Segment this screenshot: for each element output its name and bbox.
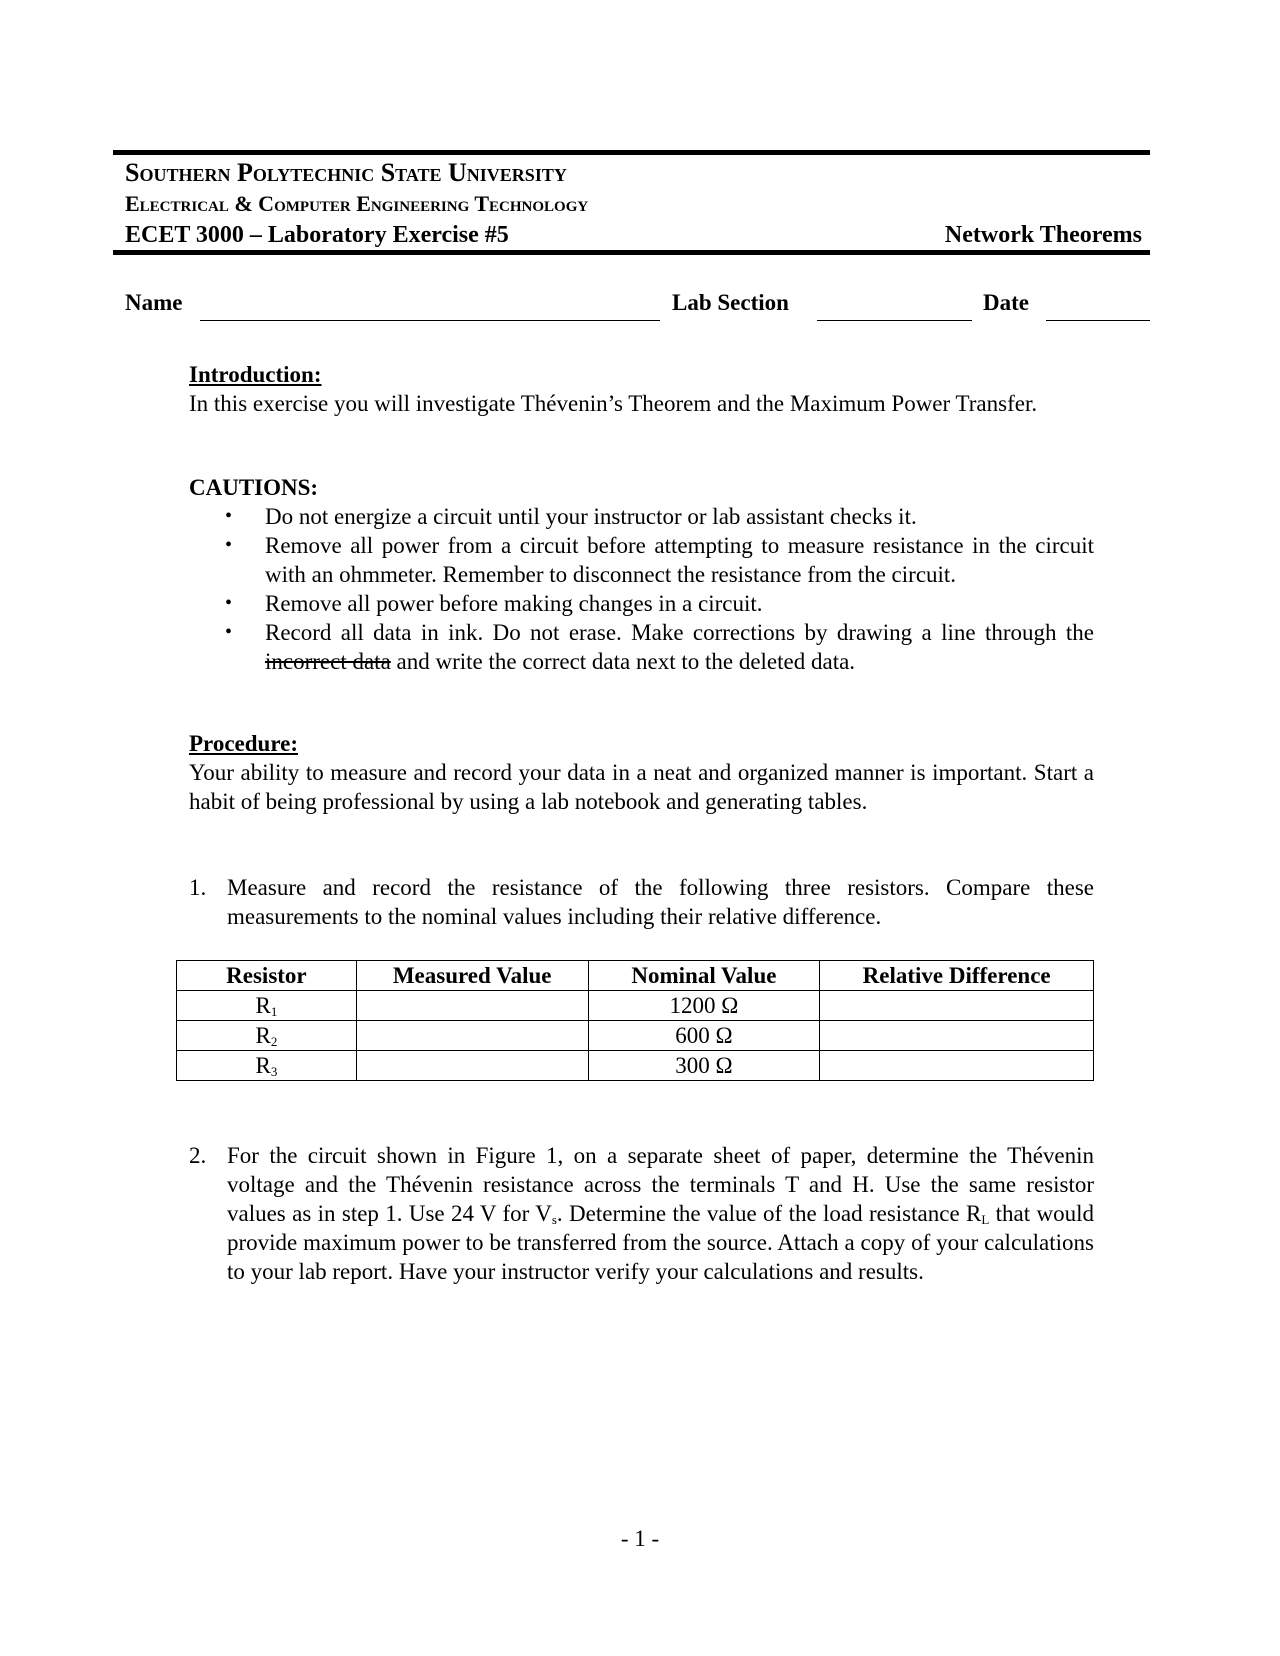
resistor-subscript: 2 (270, 1033, 278, 1049)
resistor-letter: R (255, 1052, 271, 1078)
difference-cell[interactable] (820, 1051, 1094, 1081)
resistor-table (176, 960, 1094, 1081)
header-nominal: Nominal Value (588, 961, 820, 991)
lab-section-field-line[interactable] (817, 320, 972, 321)
caution-text: Do not energize a circuit until your instructor or lab assistant checks it. (265, 504, 917, 529)
resistor-letter: R (255, 992, 271, 1018)
caution-item (189, 502, 1094, 531)
resistor-cell (177, 991, 357, 1021)
header-difference: Relative Difference (820, 961, 1094, 991)
resistor-cell (177, 1051, 357, 1081)
difference-cell[interactable] (820, 991, 1094, 1021)
nominal-cell: 1200 Ω (588, 991, 820, 1021)
struck-text: incorrect data (265, 649, 391, 674)
step-number: 1. (189, 875, 207, 900)
page-number: - 1 - (620, 1526, 660, 1551)
introduction-section (189, 360, 1094, 418)
bullet-icon: • (225, 505, 233, 527)
step-number: 2. (189, 1143, 207, 1168)
bullet-icon: • (225, 621, 233, 643)
resistor-letter: R (255, 1022, 271, 1048)
table-row (177, 991, 1094, 1021)
nominal-cell: 300 Ω (588, 1051, 820, 1081)
header-top-rule (113, 150, 1150, 155)
caution-text-after: and write the correct data next to the deleted data. (390, 649, 856, 674)
caution-item (189, 531, 1094, 589)
step-text-part2: . Determine the value of the load resistance R (556, 1201, 982, 1226)
lab-topic: Network Theorems (944, 222, 1142, 248)
cautions-heading: CAUTIONS: (189, 475, 319, 500)
caution-text: Remove all power before making changes in a circuit. (265, 591, 763, 616)
step-2 (189, 1141, 1094, 1286)
measured-cell[interactable] (356, 991, 588, 1021)
resistor-subscript: 1 (270, 1003, 278, 1019)
date-label: Date (983, 290, 1029, 315)
procedure-heading: Procedure: (189, 731, 299, 756)
measured-cell[interactable] (356, 1021, 588, 1051)
caution-item (189, 589, 1094, 618)
nominal-cell: 600 Ω (588, 1021, 820, 1051)
caution-item (189, 618, 1094, 676)
procedure-text: Your ability to measure and record your data in a neat and organized manner is important. Start a habit of being professional by using a lab notebook and generating tables. (189, 760, 1094, 814)
introduction-text: In this exercise you will investigate Thévenin’s Theorem and the Maximum Power Transfer. (189, 391, 1038, 416)
date-field-line[interactable] (1046, 320, 1150, 321)
caution-text: Remove all power from a circuit before attempting to measure resistance in the circuit with an ohmmeter. Remember to disconnect the resistance from the circuit. (265, 533, 1094, 587)
step-1 (189, 873, 1094, 931)
measured-cell[interactable] (356, 1051, 588, 1081)
header-bottom-rule (113, 250, 1150, 255)
procedure-section (189, 729, 1094, 816)
resistor-subscript: 3 (270, 1063, 278, 1079)
table-header-row (177, 961, 1094, 991)
cautions-list (189, 502, 1094, 676)
vs-subscript: s (551, 1212, 557, 1227)
step-item (189, 873, 1094, 931)
header-resistor: Resistor (177, 961, 357, 991)
step-text: Measure and record the resistance of the following three resistors. Compare these measurements to the nominal values including their relative difference. (227, 875, 1094, 929)
table-row (177, 1051, 1094, 1081)
name-field-line[interactable] (200, 320, 660, 321)
step-text-part1: For the circuit shown in Figure 1, on a separate sheet of paper, determine the Thévenin voltage and the Thévenin resistance across the terminals T and H. Use the same resistor values as in step 1. Use 24 V for V (227, 1143, 1094, 1226)
bullet-icon: • (225, 534, 233, 556)
step-item (189, 1141, 1094, 1286)
bullet-icon: • (225, 592, 233, 614)
header-measured: Measured Value (356, 961, 588, 991)
difference-cell[interactable] (820, 1021, 1094, 1051)
lab-section-label: Lab Section (672, 290, 789, 315)
resistor-cell (177, 1021, 357, 1051)
cautions-section (189, 473, 1094, 676)
name-label: Name (125, 290, 183, 315)
step-text-part3: that would provide maximum power to be transferred from the source. Attach a copy of your calculations to your lab report. Have your instructor verify your calculations and results. (227, 1201, 1094, 1284)
rl-subscript: L (981, 1212, 990, 1227)
course-title: ECET 3000 – Laboratory Exercise #5 (125, 222, 509, 248)
department-name: Electrical & Computer Engineering Technology (125, 191, 589, 216)
introduction-heading: Introduction: (189, 362, 322, 387)
university-name: Southern Polytechnic State University (125, 158, 567, 187)
table-row (177, 1021, 1094, 1051)
caution-text-before: Record all data in ink. Do not erase. Make corrections by drawing a line through the (265, 620, 1094, 645)
